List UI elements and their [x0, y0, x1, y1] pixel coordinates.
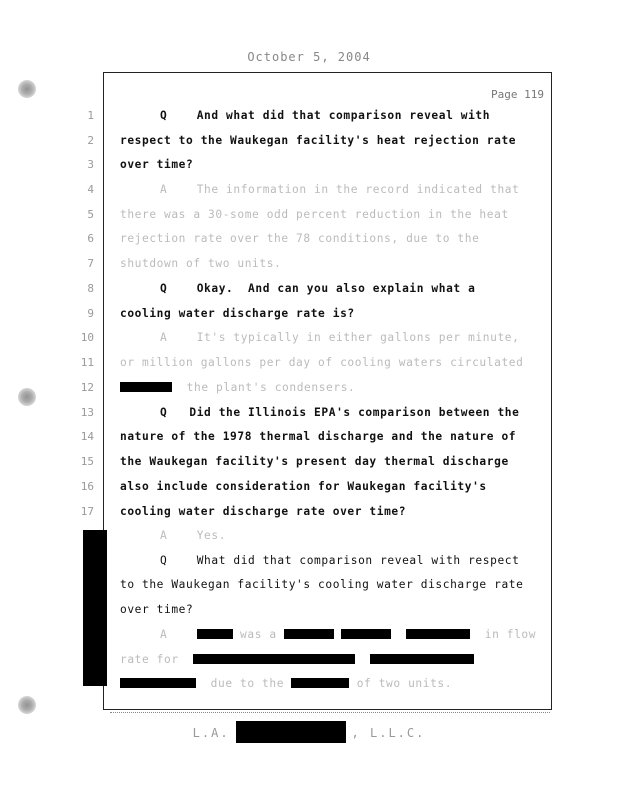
redaction-bar	[197, 629, 233, 639]
header-date: October 5, 2004	[247, 50, 371, 64]
redaction-bar	[284, 629, 334, 639]
line-number: 5	[87, 208, 94, 221]
transcript-line: rate for	[120, 653, 474, 666]
transcript-line: due to the of two units.	[120, 677, 452, 690]
binder-hole-top	[18, 80, 36, 98]
redaction-bar	[370, 654, 474, 664]
transcript-line: to the Waukegan facility's cooling water discharge rate	[120, 578, 524, 591]
footer-left: L.A.	[192, 726, 230, 740]
line-number: 10	[80, 331, 94, 344]
speaker-label: A	[160, 529, 168, 542]
redaction-bar	[291, 678, 349, 688]
footer-right: , L.L.C.	[351, 726, 426, 740]
transcript-line: Q And what did that comparison reveal with	[160, 109, 491, 122]
speaker-label: A	[160, 331, 168, 344]
footer	[0, 721, 618, 743]
speaker-label: Q	[160, 282, 168, 295]
line-number: 11	[80, 356, 94, 369]
transcript-line: rejection rate over the 78 conditions, due to the	[120, 232, 480, 245]
transcript-line: over time?	[120, 158, 194, 171]
line-number: 8	[87, 282, 94, 295]
speaker-label: Q	[160, 109, 168, 122]
line-number: 1	[87, 109, 94, 122]
transcript-line: or million gallons per day of cooling waters circulated	[120, 356, 524, 369]
transcript-line: A was a in flow	[160, 628, 537, 641]
transcript-line: shutdown of two units.	[120, 257, 282, 270]
line-number: 12	[80, 381, 94, 394]
line-number: 15	[80, 455, 94, 468]
redaction-bar	[236, 721, 346, 743]
transcript-line: the plant's condensers.	[120, 381, 355, 394]
transcript-line: Q Did the Illinois EPA's comparison between the	[160, 406, 520, 419]
line-number: 17	[80, 505, 94, 518]
speaker-label: Q	[160, 554, 168, 567]
redaction-bar	[341, 629, 391, 639]
transcript-line: Q What did that comparison reveal with respect	[160, 554, 520, 567]
speaker-label: A	[160, 628, 168, 641]
line-number: 9	[87, 307, 94, 320]
transcript-line: nature of the 1978 thermal discharge and the nature of	[120, 430, 517, 443]
redaction-bar	[193, 654, 355, 664]
line-number: 4	[87, 183, 94, 196]
redaction-bar	[120, 678, 196, 688]
redaction-sidebar	[83, 530, 107, 686]
line-number: 2	[87, 134, 94, 147]
transcript-line: cooling water discharge rate over time?	[120, 505, 407, 518]
transcript-line: A The information in the record indicated that	[160, 183, 520, 196]
transcript-line: Q Okay. And can you also explain what a	[160, 282, 476, 295]
binder-hole-bottom	[18, 696, 36, 714]
transcript-line: A Yes.	[160, 529, 227, 542]
page-number: Page 119	[491, 88, 544, 101]
speaker-label: Q	[160, 406, 168, 419]
line-number: 7	[87, 257, 94, 270]
binder-hole-middle	[18, 388, 36, 406]
transcript-line: respect to the Waukegan facility's heat rejection rate	[120, 134, 517, 147]
line-number: 3	[87, 158, 94, 171]
redaction-bar	[406, 629, 470, 639]
transcript-line: there was a 30-some odd percent reduction in the heat	[120, 208, 509, 221]
redaction-bar	[120, 382, 172, 392]
line-number: 14	[80, 430, 94, 443]
transcript-line: cooling water discharge rate is?	[120, 307, 355, 320]
transcript-line: the Waukegan facility's present day thermal discharge	[120, 455, 509, 468]
transcript-line: A It's typically in either gallons per minute,	[160, 331, 520, 344]
line-number: 6	[87, 232, 94, 245]
line-number: 13	[80, 406, 94, 419]
page-frame-bottom-rule	[110, 712, 550, 713]
transcript-line: over time?	[120, 603, 194, 616]
line-number: 16	[80, 480, 94, 493]
speaker-label: A	[160, 183, 168, 196]
transcript-line: also include consideration for Waukegan facility's	[120, 480, 487, 493]
